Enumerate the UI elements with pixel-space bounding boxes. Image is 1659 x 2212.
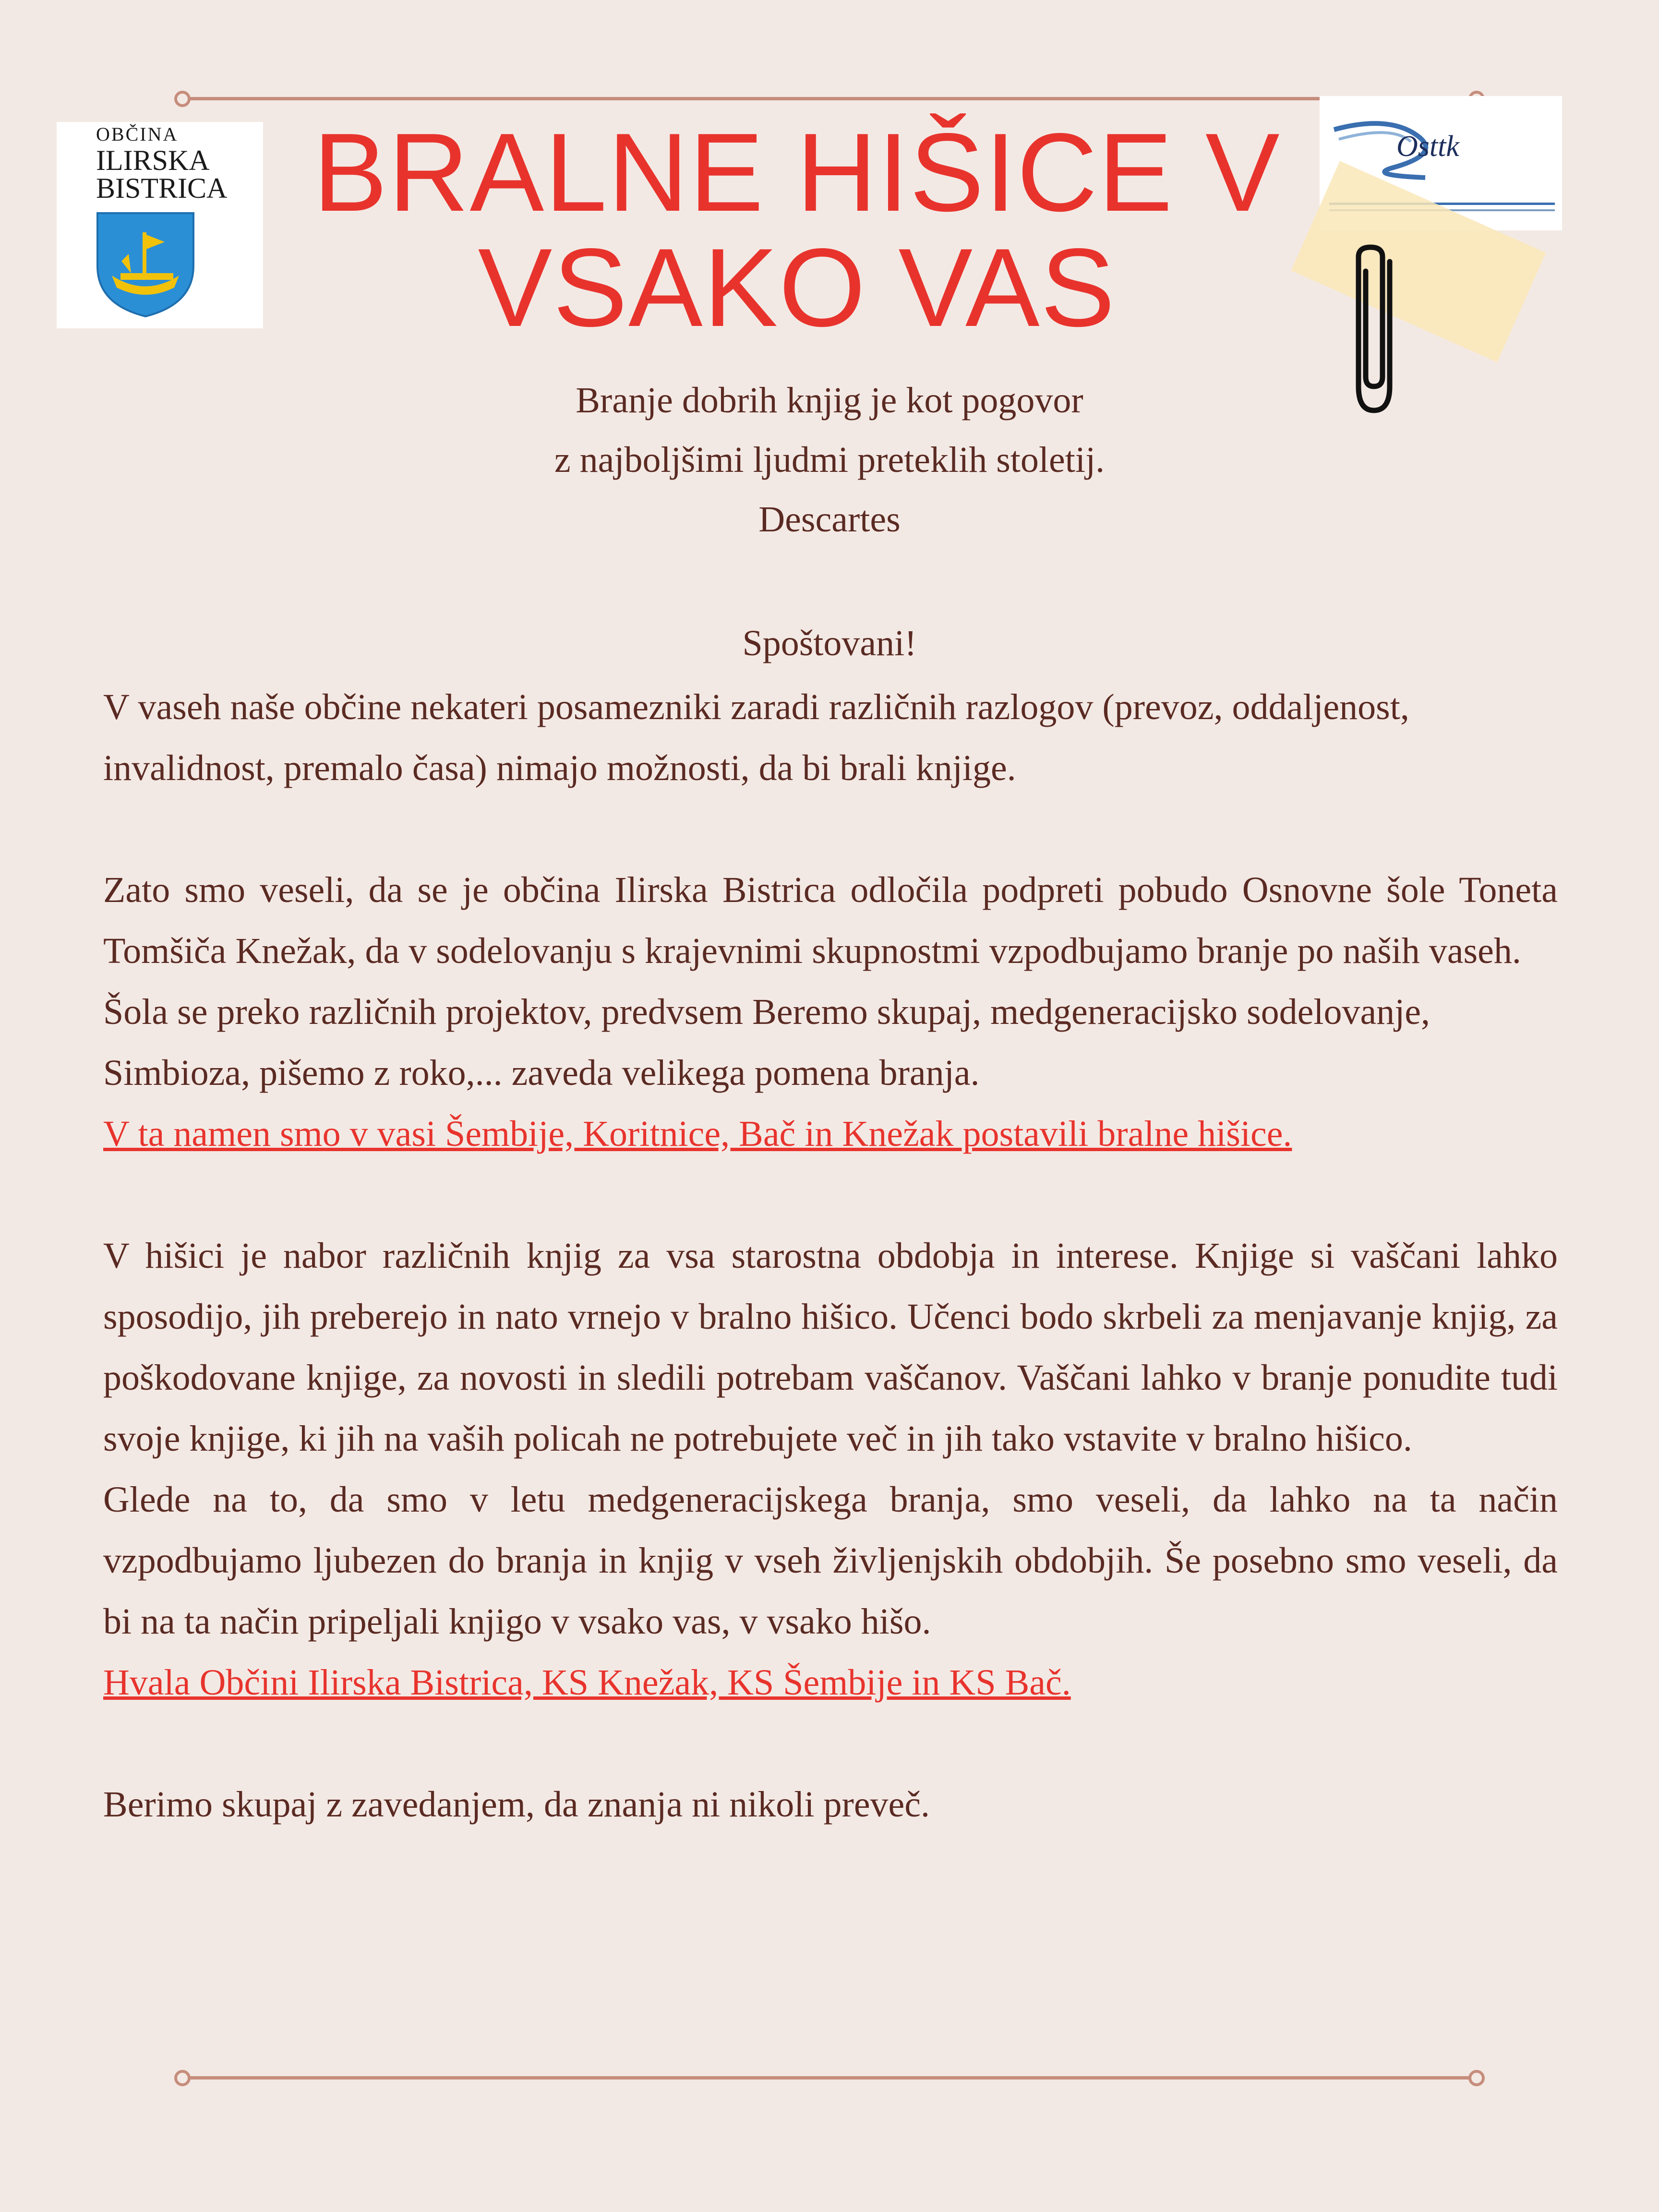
- bottom-divider: [189, 2076, 1470, 2080]
- quote-line-2: z najboljšimi ljudmi preteklih stoletij.: [554, 440, 1105, 480]
- greeting: Spoštovani!: [742, 623, 917, 663]
- highlight-link-thanks[interactable]: Hvala Občini Ilirska Bistrica, KS Knežak, KS Šembije in KS Bač.: [103, 1662, 1071, 1703]
- letter-body: [103, 677, 1558, 1835]
- coat-of-arms-icon: [93, 208, 198, 319]
- quote-line-1: Branje dobrih knjig je kot pogovor: [576, 380, 1083, 421]
- quote-author: Descartes: [758, 499, 901, 540]
- paperclip-icon: [1344, 242, 1407, 420]
- divider-end-dot: [174, 91, 191, 107]
- title-line-2: VSAKO VAS: [478, 226, 1116, 350]
- paragraph-2: Zato smo veseli, da se je občina Ilirska Bistrica odločila podpreti pobudo Osnovne šole Toneta Tomšiča Knežak, da v sodelovanju s krajevnimi skupnostmi vzpodbujamo branje po naših vaseh.: [103, 870, 1558, 971]
- paragraph-1: V vaseh naše občine nekateri posamezniki zaradi različnih razlogov (prevoz, oddaljenost, invalidnost, premalo časa) nimajo možnosti, da bi brali knjige.: [103, 687, 1409, 788]
- closing-line: Berimo skupaj z zavedanjem, da znanja ni nikoli preveč.: [103, 1784, 930, 1825]
- highlight-link-locations[interactable]: V ta namen smo v vasi Šembije, Koritnice, Bač in Knežak postavili bralne hišice.: [103, 1114, 1292, 1154]
- divider-end-dot: [174, 2070, 191, 2086]
- page-title: [269, 110, 1325, 350]
- logo-line-2: ILIRSKA: [96, 144, 210, 176]
- top-divider: [189, 97, 1470, 100]
- paragraph-6: Glede na to, da smo v letu medgeneracijskega branja, smo veseli, da lahko na ta način vzpodbujamo ljubezen do branja in knjig v vseh življenjskih obdobjih. Še posebno smo veseli, da bi na ta način pripeljali knjigo v vsako vas, v vsako hišo.: [103, 1479, 1558, 1642]
- paragraph-3: Šola se preko različnih projektov, predvsem Beremo skupaj, medgeneracijsko sodelovanje, Simbioza, pišemo z roko,... zaveda velikega pomena branja.: [103, 992, 1431, 1093]
- logo-line-1: OBČINA: [96, 123, 179, 145]
- title-line-1: BRALNE HIŠICE V: [313, 110, 1281, 235]
- school-logo-text: Osttk: [1396, 130, 1459, 163]
- quote-block: [349, 371, 1310, 549]
- municipality-logo: [57, 122, 263, 328]
- paragraph-5: V hišici je nabor različnih knjig za vsa starostna obdobja in interese. Knjige si vaščani lahko sposodijo, jih preberejo in nato vrnejo v bralno hišico. Učenci bodo skrbeli za menjavanje knjig, za poškodovane knjige, za novosti in sledili potrebam vaščanov. Vaščani lahko v branje ponudite tudi svoje knjige, ki jih na vaših policah ne potrebujete več in jih tako vstavite v bralno hišico.: [103, 1236, 1558, 1459]
- logo-line-3: BISTRICA: [96, 172, 228, 204]
- divider-end-dot: [1468, 2070, 1485, 2086]
